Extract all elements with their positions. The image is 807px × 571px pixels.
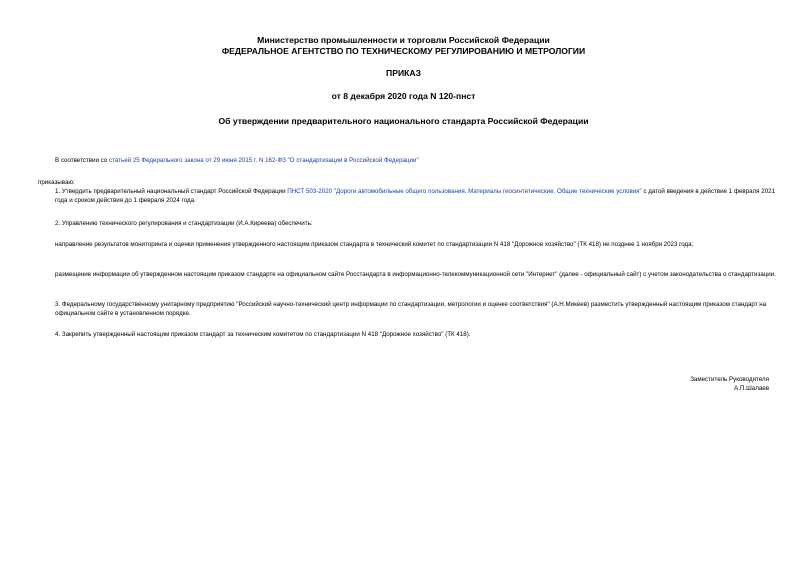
item-4-paragraph: 4. Закрепить утвержденный настоящим приказом стандарт за техническим комитетом по стандартизации N 418 "Дорожное хозяйство" (ТК 418). xyxy=(55,331,471,338)
item-3-paragraph: 3. Федеральному государственному унитарному предприятию "Российский научно-технический центр информации по стандартизации, метрологии и оценке соответствия" (А.Н.Микеев) разместить утвержденный настоящим приказом стандарт на официальном сайте в установленном порядке. xyxy=(55,301,767,317)
signature-name: А.П.Шалаев xyxy=(734,385,769,392)
item-1-suffix: с датой введения в действие 1 февраля 2021 года и сроком действия до 1 февраля 2024 года. xyxy=(55,188,776,204)
federal-law-link[interactable]: статьей 25 Федерального закона от 29 июня 2015 г. N 162-ФЗ "О стандартизации в Российской Федерации" xyxy=(108,157,419,164)
agency-name: ФЕДЕРАЛЬНОЕ АГЕНТСТВО ПО ТЕХНИЧЕСКОМУ РЕГУЛИРОВАНИЮ И МЕТРОЛОГИИ xyxy=(221,46,586,56)
order-word: приказываю: xyxy=(38,179,75,186)
item-2-paragraph: 2. Управлению технического регулирования и стандартизации (И.А.Киреева) обеспечить: xyxy=(55,220,313,227)
document-subject: Об утверждении предварительного национального стандарта Российской Федерации xyxy=(218,116,589,126)
signature-position: Заместитель Руководителя xyxy=(690,376,769,383)
item-2b-paragraph: размещение информации об утвержденном настоящим приказом стандарте на официальном сайте Росстандарта в информационно-телекоммуникационной сети "Интернет" (далее - официальный сайт) с учетом законодательства о стандартизации. xyxy=(55,271,776,278)
basis-paragraph xyxy=(38,156,786,165)
basis-prefix: В соответствии со xyxy=(55,157,109,164)
document-type: ПРИКАЗ xyxy=(386,68,421,78)
standard-link[interactable]: ПНСТ 503-2020 "Дороги автомобильные общего пользования. Материалы геосинтетические. Общие технические условия" xyxy=(287,188,642,195)
document-date-number: от 8 декабря 2020 года N 120-пнст xyxy=(331,91,476,101)
item-2a-paragraph: направление результатов мониторинга и оценки применения утвержденного настоящим приказом стандарта в технический комитет по стандартизации N 418 "Дорожное хозяйство" (ТК 418) не позднее 1 ноября 2023 года; xyxy=(55,241,694,248)
item-1-prefix: 1. Утвердить предварительный национальный стандарт Российской Федерации xyxy=(55,188,288,195)
item-1-paragraph xyxy=(38,187,786,205)
ministry-name: Министерство промышленности и торговли Российской Федерации xyxy=(257,35,550,45)
